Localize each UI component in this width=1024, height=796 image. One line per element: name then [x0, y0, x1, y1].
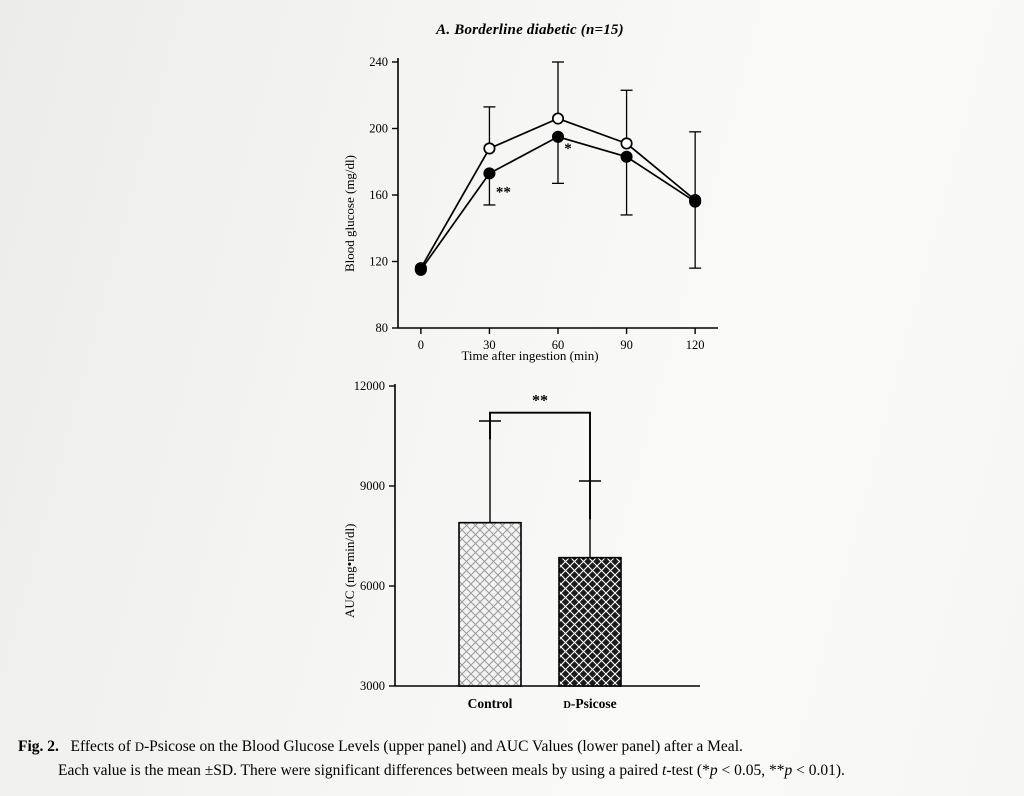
panel-a-y-axis-label: Blood glucose (mg/dl)	[342, 155, 357, 272]
line-chart-svg	[330, 40, 730, 360]
caption-line2-d: < 0.01).	[792, 762, 845, 780]
panel-a-title: A. Borderline diabetic (n=15)	[436, 22, 624, 38]
caption-line2-a: Each value is the mean ±SD. There were significant differences between meals by using a paired	[58, 762, 663, 780]
svg-text:*: *	[564, 140, 572, 157]
svg-text:120: 120	[685, 338, 705, 352]
svg-text:D-Psicose: D-Psicose	[563, 696, 617, 711]
bar-chart-svg-wrap	[300, 368, 730, 723]
caption-t-italic: t	[662, 762, 667, 780]
svg-text:Control: Control	[467, 696, 513, 711]
caption-line2-b: -test (*	[666, 762, 710, 780]
panel-a-line-chart	[330, 22, 730, 362]
line-chart-svg-wrap	[330, 40, 730, 365]
caption-p-italic-2: p	[784, 762, 793, 780]
svg-text:**: **	[495, 184, 511, 201]
panel-a-x-axis-label: Time after ingestion (min)	[461, 348, 599, 363]
svg-text:120: 120	[369, 254, 388, 269]
caption-text-a: Effects of	[70, 738, 135, 755]
caption-line-2	[18, 759, 1013, 783]
svg-text:3000: 3000	[360, 679, 385, 693]
svg-text:60: 60	[551, 338, 565, 352]
svg-text:0: 0	[417, 338, 424, 352]
svg-text:200: 200	[369, 121, 388, 136]
caption-p-italic-1: p	[709, 762, 718, 780]
bar-chart-svg	[300, 368, 730, 718]
caption-smallcap-d: D	[134, 740, 144, 754]
svg-text:12000: 12000	[353, 379, 385, 393]
caption-text-b: -Psicose on the Blood Glucose Levels (upper panel) and AUC Values (lower panel) after a Meal.	[144, 738, 743, 755]
panel-b-y-axis-label: AUC (mg•min/dl)	[342, 523, 357, 618]
figure-label: Fig. 2.	[18, 738, 59, 755]
panel-b-bar-chart	[300, 368, 730, 718]
figure-caption	[18, 735, 1013, 783]
svg-text:160: 160	[369, 188, 388, 202]
svg-text:6000: 6000	[360, 579, 385, 593]
svg-text:30: 30	[483, 338, 496, 352]
svg-text:240: 240	[369, 55, 388, 69]
svg-text:90: 90	[620, 338, 633, 352]
svg-text:9000: 9000	[360, 479, 385, 493]
svg-text:80: 80	[375, 321, 388, 335]
svg-text:**: **	[532, 392, 548, 410]
caption-line2-c: < 0.05, **	[717, 762, 785, 780]
